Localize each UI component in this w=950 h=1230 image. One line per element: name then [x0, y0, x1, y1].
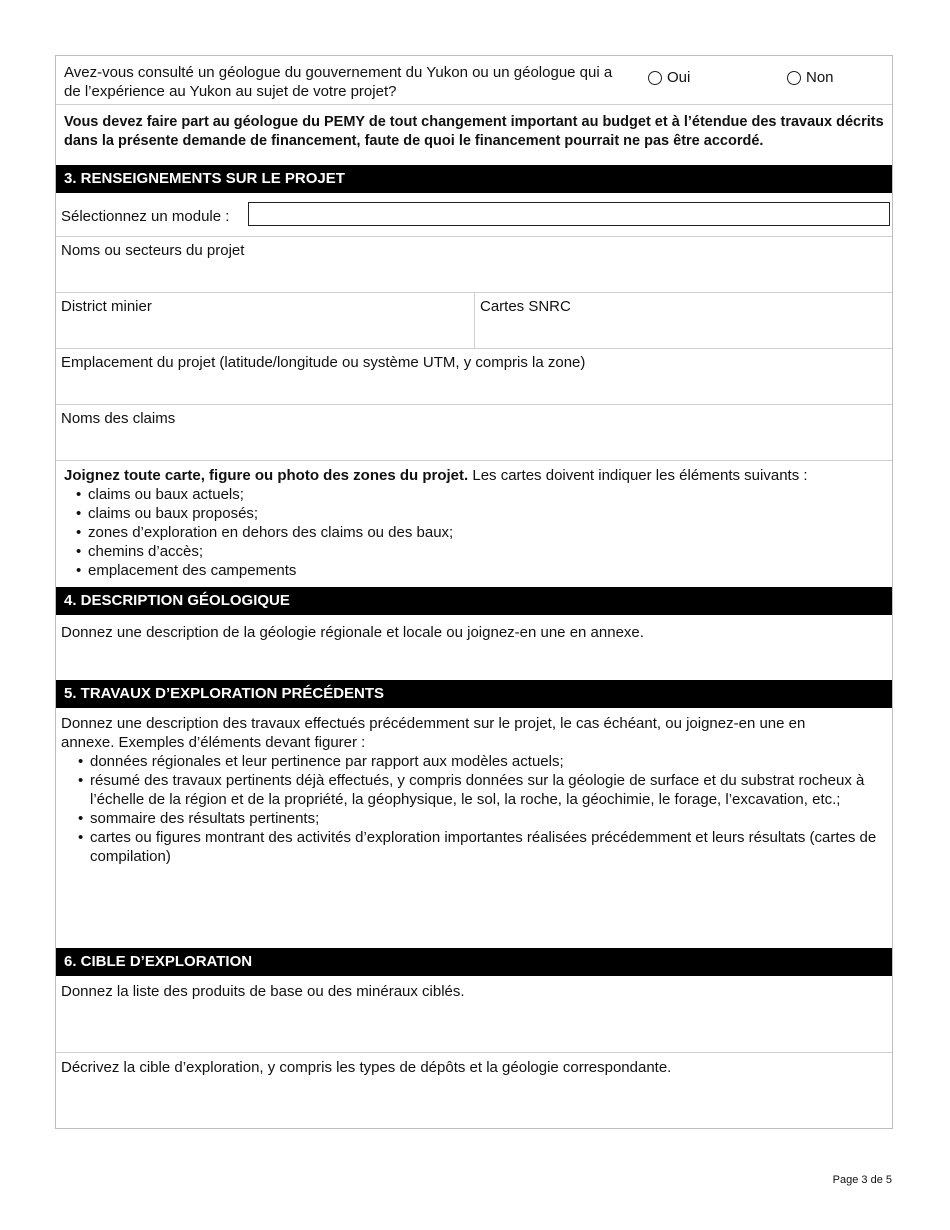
- location-label: Emplacement du projet (latitude/longitude ou système UTM, y compris la zone): [61, 354, 586, 371]
- list-item: • chemins d’accès;: [76, 542, 453, 561]
- attach-maps-list: [76, 485, 453, 580]
- divider: [56, 236, 892, 237]
- list-item: • emplacement des campements: [76, 561, 453, 580]
- previous-work-intro-line2: annexe. Exemples d’éléments devant figurer :: [61, 734, 366, 751]
- list-item: • claims ou baux actuels;: [76, 485, 453, 504]
- radio-circle-icon[interactable]: [648, 71, 662, 85]
- mining-district-label: District minier: [61, 298, 152, 315]
- exploration-target-label: Décrivez la cible d’exploration, y compris les types de dépôts et la géologie correspondante.: [61, 1059, 672, 1076]
- module-select[interactable]: [248, 202, 890, 226]
- radio-no[interactable]: [787, 69, 834, 86]
- attach-maps-instruction: [64, 466, 884, 485]
- nts-maps-label: Cartes SNRC: [480, 298, 571, 315]
- section-5-header: 5. TRAVAUX D’EXPLORATION PRÉCÉDENTS: [56, 680, 892, 708]
- module-label: Sélectionnez un module :: [61, 208, 230, 225]
- list-item: • résumé des travaux pertinents déjà effectués, y compris données sur la géologie de surface et du substrat rocheux à l’échelle de la région et de la propriété, la géophysique, le sol, la roche, la géochimie, le forage, l’excavation, etc.;: [78, 771, 890, 809]
- previous-work-list: [78, 752, 890, 866]
- list-item: • données régionales et leur pertinence par rapport aux modèles actuels;: [78, 752, 890, 771]
- section-4-header: 4. DESCRIPTION GÉOLOGIQUE: [56, 587, 892, 615]
- application-form: [55, 55, 893, 1129]
- list-item: • claims ou baux proposés;: [76, 504, 453, 523]
- radio-yes-label: Oui: [667, 69, 691, 86]
- attach-maps-bold: Joignez toute carte, figure ou photo des zones du projet.: [64, 467, 469, 484]
- previous-work-intro: [61, 714, 886, 752]
- section-6-header: 6. CIBLE D’EXPLORATION: [56, 948, 892, 976]
- radio-circle-icon[interactable]: [787, 71, 801, 85]
- list-item: • cartes ou figures montrant des activités d’exploration importantes réalisées précédemment et leurs résultats (cartes de compilation): [78, 828, 890, 866]
- divider: [56, 1052, 892, 1053]
- divider: [56, 404, 892, 405]
- budget-change-notice: Vous devez faire part au géologue du PEMY de tout changement important au budget et à l’étendue des travaux décrits dans la présente demande de financement, faute de quoi le financement pourrait ne pas être accordé.: [64, 114, 884, 149]
- page-number: Page 3 de 5: [832, 1174, 892, 1186]
- list-item: • sommaire des résultats pertinents;: [78, 809, 890, 828]
- consultation-question: Avez-vous consulté un géologue du gouvernement du Yukon ou un géologue qui a de l’expérience au Yukon au sujet de votre projet?: [64, 64, 613, 100]
- claim-names-label: Noms des claims: [61, 410, 176, 427]
- commodities-label: Donnez la liste des produits de base ou des minéraux ciblés.: [61, 983, 465, 1000]
- attach-maps-rest: Les cartes doivent indiquer les éléments suivants :: [468, 467, 808, 484]
- radio-yes[interactable]: [648, 69, 690, 86]
- list-item: • zones d’exploration en dehors des claims ou des baux;: [76, 523, 453, 542]
- column-divider: [474, 292, 475, 348]
- geology-description-label: Donnez une description de la géologie régionale et locale ou joignez-en une en annexe.: [61, 624, 644, 641]
- divider: [56, 348, 892, 349]
- divider: [56, 104, 892, 105]
- section-3-header: 3. RENSEIGNEMENTS SUR LE PROJET: [56, 165, 892, 193]
- previous-work-intro-line1: Donnez une description des travaux effectués précédemment sur le projet, le cas échéant, ou joignez-en une en: [61, 715, 806, 732]
- project-names-label: Noms ou secteurs du projet: [61, 242, 245, 259]
- divider: [56, 460, 892, 461]
- radio-no-label: Non: [806, 69, 834, 86]
